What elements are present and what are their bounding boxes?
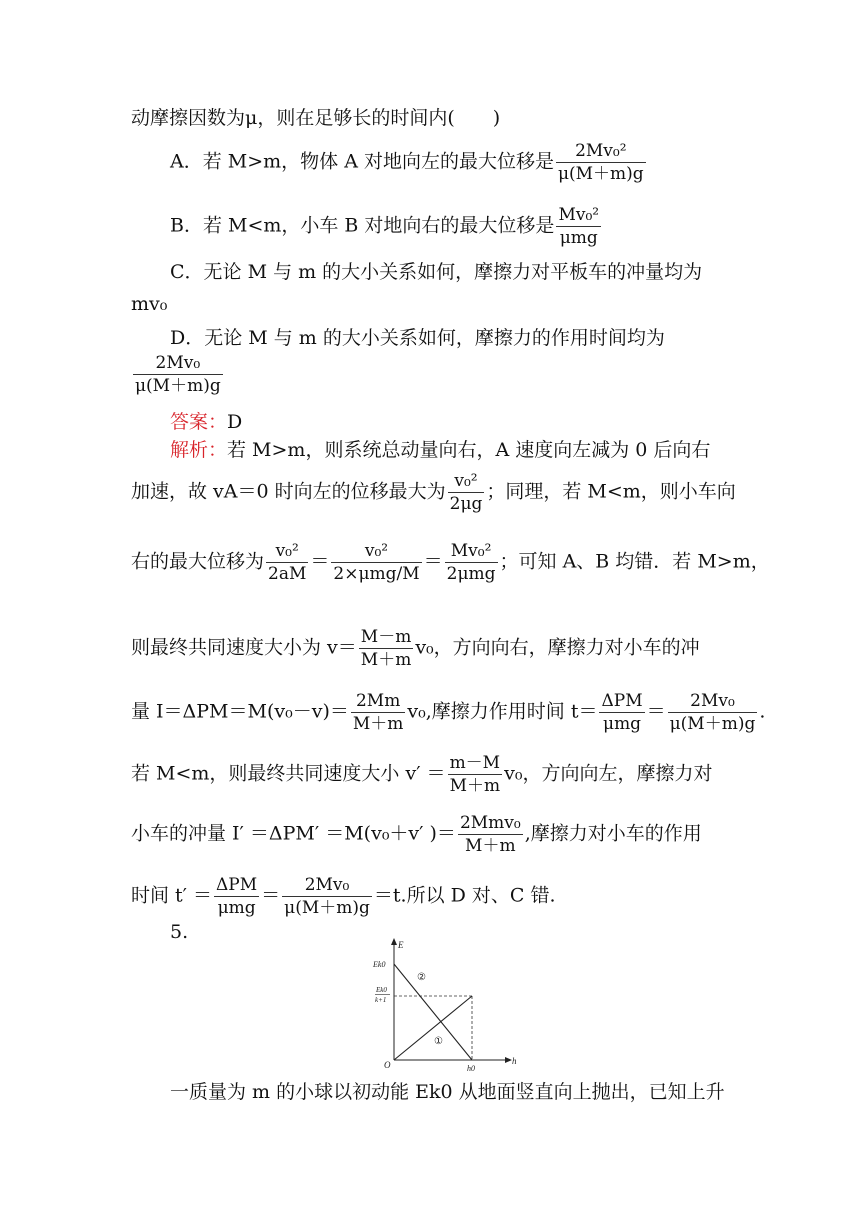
analysis-text: 量 I＝ΔPM＝M(v₀－v)＝: [131, 700, 349, 723]
equals-sign: ＝: [646, 700, 666, 723]
analysis-line-3: [131, 540, 770, 585]
frac-label-den: k+1: [375, 996, 387, 1004]
option-b-fraction: [556, 204, 601, 249]
analysis-line-1: [170, 438, 710, 462]
curve-1-label: ①: [434, 1036, 443, 1047]
ek0-label: Ek0: [373, 960, 386, 969]
fraction: [445, 540, 498, 585]
fraction: [351, 690, 406, 735]
energy-height-diagram: [370, 936, 530, 1074]
fraction-numerator: m－M: [449, 753, 501, 773]
fraction-denominator: μmg: [214, 896, 259, 919]
fraction-numerator: 2Mv₀: [690, 691, 735, 711]
option-a-text: A．若 M>m，物体 A 对地向左的最大位移是: [170, 150, 554, 173]
analysis-text: 则最终共同速度大小为 v＝: [131, 636, 357, 659]
answer-value: D: [227, 411, 243, 433]
analysis-line-6: [131, 752, 712, 797]
fraction-denominator: μ(M＋m)g: [135, 376, 221, 396]
analysis-text: 小车的冲量 I′ ＝ΔPM′ ＝M(v₀＋v′ )＝: [131, 822, 456, 845]
curve-1-line: [394, 996, 472, 1060]
origin-label: O: [384, 1060, 391, 1070]
fraction-denominator: 2μg: [449, 494, 483, 514]
fraction-denominator: M＋m: [449, 776, 501, 796]
fraction-denominator: M＋m: [360, 650, 412, 670]
fraction-numerator: v₀²: [364, 541, 389, 561]
fraction: [359, 626, 414, 671]
analysis-line-5: [131, 690, 765, 735]
fraction: [214, 874, 259, 919]
fraction-denominator: 2×μmg/M: [333, 564, 420, 584]
analysis-text: 若 M>m，则系统总动量向右，A 速度向左减为 0 后向右: [227, 439, 711, 461]
fraction-numerator: 2Mv₀²: [575, 141, 627, 161]
h0-label: h0: [467, 1064, 475, 1073]
analysis-label: 解析：: [170, 439, 228, 461]
fraction: [448, 470, 485, 515]
fraction: [282, 874, 372, 919]
fraction-denominator: μmg: [556, 226, 601, 249]
fraction-numerator: Mv₀²: [450, 541, 492, 561]
fraction: [599, 690, 644, 735]
frac-label-num: Ek0: [376, 986, 387, 994]
equals-sign: ＝: [261, 884, 281, 907]
option-c: C．无论 M 与 m 的大小关系如何，摩擦力对平板车的冲量均为: [170, 261, 703, 283]
fraction-numerator: 2Mv₀: [155, 353, 201, 373]
fraction-numerator: v₀²: [275, 541, 299, 561]
option-a-fraction: [556, 140, 646, 185]
fraction-numerator: 2Mv₀: [304, 875, 350, 895]
analysis-text: v₀,摩擦力作用时间 t＝: [407, 700, 598, 723]
analysis-line-7: [131, 812, 702, 857]
answer-label: 答案：: [170, 411, 228, 433]
analysis-text: 时间 t′ ＝: [131, 884, 213, 907]
analysis-text: v₀，方向向右，摩擦力对小车的冲: [415, 636, 700, 659]
fraction: [448, 752, 503, 797]
fraction-numerator: Mv₀²: [558, 205, 600, 225]
analysis-text: 加速，故 vA＝0 时向左的位移最大为: [131, 480, 446, 503]
equals-sign: ＝: [423, 550, 443, 573]
fraction-denominator: M＋m: [458, 834, 523, 857]
option-d-fraction-line: [131, 352, 225, 397]
fraction: [331, 540, 421, 585]
analysis-line-2: [131, 470, 736, 515]
option-a: [170, 140, 648, 185]
answer-line: [170, 410, 242, 434]
fraction-numerator: v₀²: [454, 471, 478, 491]
x-axis-label: h: [512, 1056, 517, 1066]
equals-sign: ＝: [310, 550, 330, 573]
fraction-denominator: μmg: [599, 712, 644, 735]
fraction-denominator: 2aM: [268, 564, 307, 584]
fraction-denominator: 2μmg: [446, 564, 496, 584]
fraction-denominator: μ(M＋m)g: [669, 714, 756, 734]
analysis-text: v₀，方向向左，摩擦力对: [504, 762, 713, 785]
fraction-numerator: 2Mmv₀: [459, 813, 521, 833]
fraction: [266, 540, 308, 585]
analysis-text: 若 M<m，则最终共同速度大小 v′ ＝: [131, 762, 446, 785]
option-b-text: B．若 M<m，小车 B 对地向右的最大位移是: [170, 214, 555, 237]
analysis-line-8: [131, 874, 556, 919]
x-axis-arrow-icon: [505, 1057, 512, 1063]
question-5-text: 一质量为 m 的小球以初动能 Ek0 从地面竖直向上抛出，已知上升: [170, 1081, 725, 1103]
fraction-numerator: 2Mm: [355, 691, 401, 711]
fraction: [458, 812, 523, 857]
y-axis-label: E: [398, 940, 404, 950]
curve-2-line: [394, 964, 472, 1060]
fraction-numerator: ΔPM: [601, 691, 643, 711]
analysis-text: ,摩擦力对小车的作用: [524, 822, 702, 845]
fraction-numerator: M－m: [360, 627, 412, 647]
curve-2-label: ②: [417, 972, 426, 983]
fraction: [668, 690, 758, 735]
fraction-denominator: μ(M＋m)g: [284, 898, 370, 918]
question-stem: 动摩擦因数为μ，则在足够长的时间内( ): [131, 107, 501, 129]
fraction-denominator: μ(M＋m)g: [557, 164, 644, 184]
analysis-text: ；同理，若 M<m，则小车向: [486, 480, 736, 503]
option-b: [170, 204, 603, 249]
y-axis-arrow-icon: [391, 938, 397, 945]
analysis-text: 右的最大位移为: [131, 550, 265, 573]
analysis-text: ＝t.所以 D 对、C 错.: [373, 884, 556, 907]
option-d-fraction: [133, 352, 223, 397]
fraction-numerator: ΔPM: [216, 875, 258, 895]
question-5-number: 5.: [170, 921, 189, 943]
analysis-text: .: [759, 700, 766, 723]
option-d: D．无论 M 与 m 的大小关系如何，摩擦力的作用时间均为: [170, 327, 665, 349]
option-c-continuation: mv₀: [131, 293, 168, 315]
analysis-line-4: [131, 626, 700, 671]
fraction-denominator: M＋m: [352, 714, 404, 734]
analysis-text: ；可知 A、B 均错．若 M>m，: [499, 550, 770, 573]
